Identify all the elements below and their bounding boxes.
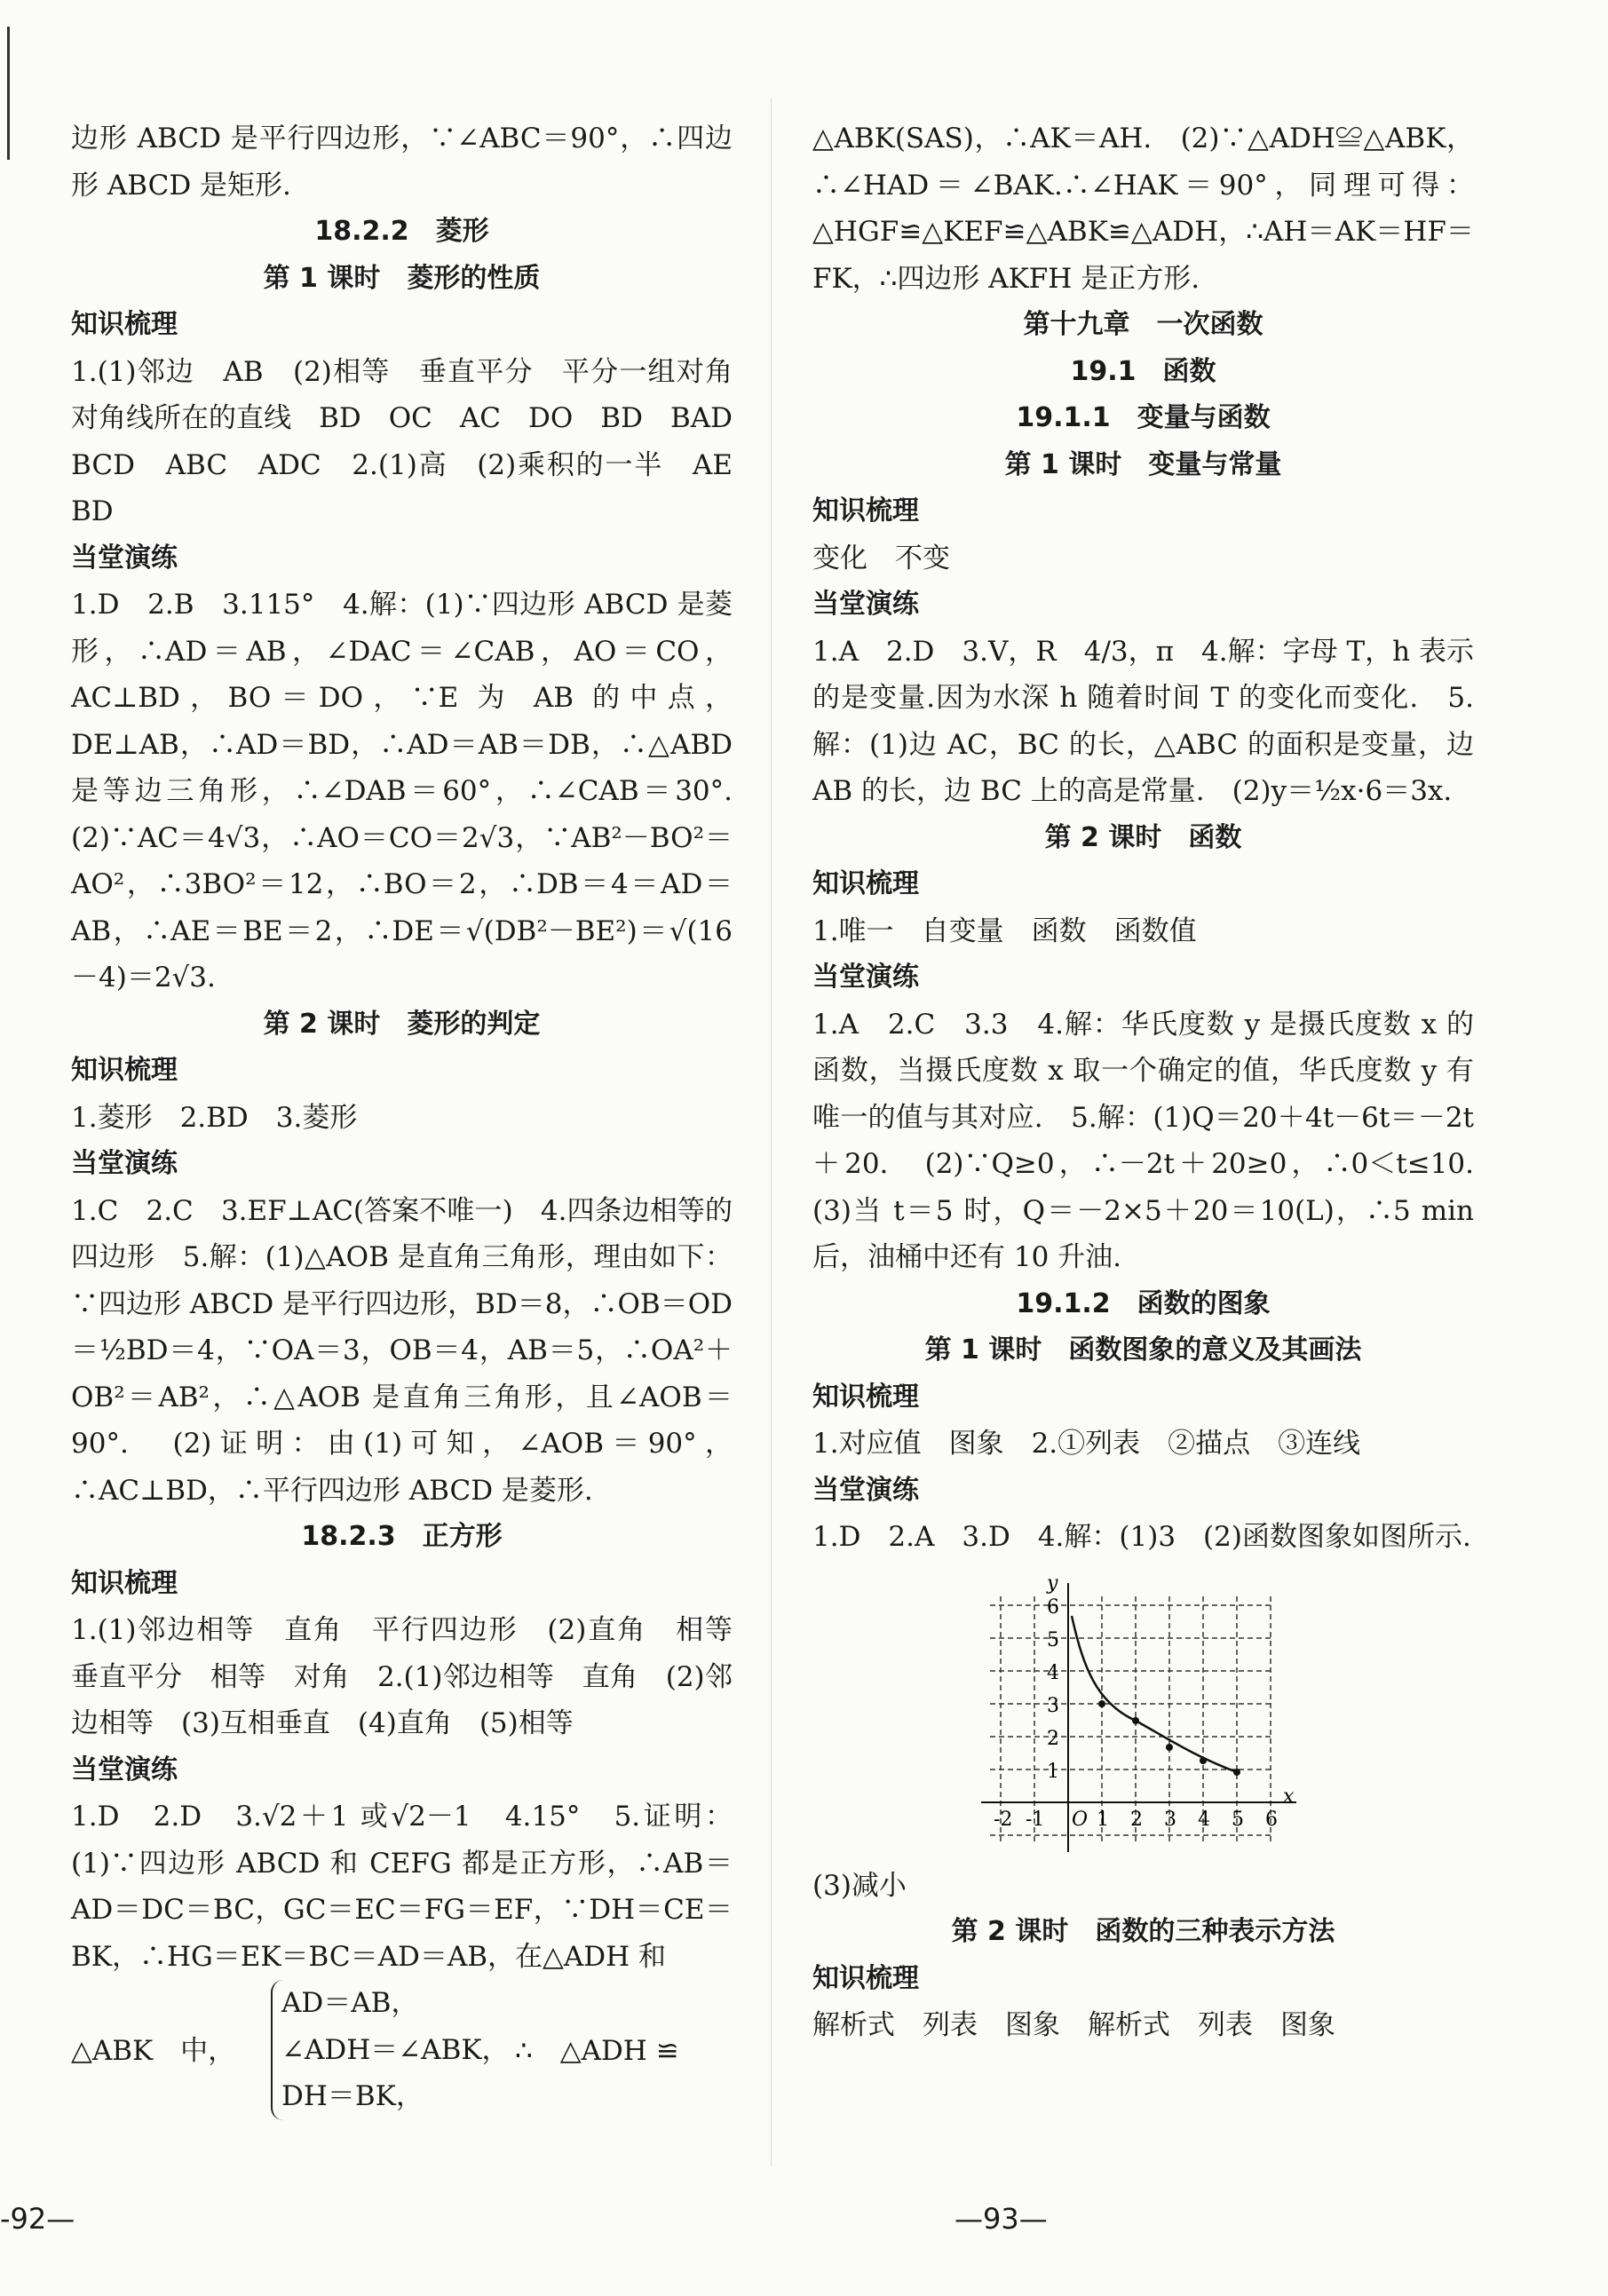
brace-lead-text: △ABK 中， bbox=[71, 2035, 236, 2067]
label-practice-r1: 当堂演练 bbox=[812, 589, 919, 620]
brace-condition-1: AD＝AB， bbox=[281, 1987, 419, 2019]
y-tick-labels bbox=[1047, 1596, 1059, 1783]
svg-text:4: 4 bbox=[1198, 1808, 1210, 1831]
knowledge-answers-r1: 变化 不变 bbox=[812, 542, 950, 574]
practice-answers-r2: 1.A 2.C 3.3 4.解：华氏度数 y 是摄氏度数 x 的函数，当摄氏度数 x 取一个确定的值，华氏度数 y 有唯一的值与其对应. 5.解：(1)Q＝20＋4t－6t＝－2t＋20. (2)∵Q≥0，∴－2t＋20≥0，∴0＜t≤10. (3)当 t＝5 时，Q＝－2×5＋20＝10(L)，∴5 min后，油桶中还有 10 升油. bbox=[812, 1008, 1501, 1273]
label-knowledge-r4: 知识梳理 bbox=[812, 1962, 919, 1994]
practice-answers-3: 1.D 2.D 3.√2＋1 或√2－1 4.15° 5.证明：(1)∵四边形 ABCD 和 CEFG 都是正方形，∴AB＝AD＝DC＝BC，GC＝EC＝FG＝EF，∵DH＝CE＝BK，∴HG＝EK＝BC＝AD＝AB，在△ADH 和 bbox=[71, 1801, 733, 1973]
brace-condition-2: ∠ADH＝∠ABK， bbox=[281, 2033, 510, 2066]
practice-answers-r3: 1.D 2.A 3.D 4.解：(1)3 (2)函数图象如图所示. bbox=[812, 1521, 1471, 1553]
knowledge-answers-2: 1.菱形 2.BD 3.菱形 bbox=[71, 1101, 358, 1134]
right-page-number: —93— bbox=[955, 2202, 1048, 2236]
knowledge-answers-r2: 1.唯一 自变量 函数 函数值 bbox=[812, 914, 1197, 947]
section-heading-19-1-1: 19.1.1 变量与函数 bbox=[1016, 402, 1271, 433]
svg-text:5: 5 bbox=[1232, 1808, 1244, 1831]
lesson-heading-1: 第 1 课时 菱形的性质 bbox=[263, 262, 541, 294]
right-column bbox=[812, 115, 1501, 2049]
y-axis-label: y bbox=[1047, 1572, 1058, 1595]
svg-text:6: 6 bbox=[1047, 1595, 1059, 1619]
knowledge-answers-3: 1.(1)邻边相等 直角 平行四边形 (2)直角 相等 垂直平分 相等 对角 2.(1)邻边相等 直角 (2)邻边相等 (3)互相垂直 (4)直角 (5)相等 bbox=[71, 1614, 760, 1739]
practice-answers-r3b: (3)减小 bbox=[812, 1869, 907, 1902]
label-knowledge-r1: 知识梳理 bbox=[812, 495, 919, 526]
practice-answers-r1: 1.A 2.D 3.V，R 4/3，π 4.解：字母 T，h 表示的是变量.因为水深 h 随着时间 T 的变化而变化. 5.解：(1)边 AC，BC 的长，△ABC 的面积是变量，边 AB 的长，边 BC 上的高是常量. (2)y＝½x·6＝3x. bbox=[812, 635, 1474, 807]
function-curve bbox=[1072, 1616, 1237, 1772]
label-practice-r3: 当堂演练 bbox=[812, 1474, 919, 1506]
section-heading-18-2-2: 18.2.2 菱形 bbox=[314, 216, 489, 247]
function-graph bbox=[972, 1570, 1310, 1863]
svg-text:6: 6 bbox=[1265, 1808, 1278, 1831]
label-knowledge-1: 知识梳理 bbox=[71, 309, 178, 340]
svg-text:5: 5 bbox=[1047, 1628, 1059, 1651]
svg-text:-1: -1 bbox=[1026, 1808, 1045, 1831]
label-knowledge-r2: 知识梳理 bbox=[812, 868, 919, 899]
label-knowledge-r3: 知识梳理 bbox=[812, 1381, 919, 1413]
svg-text:3: 3 bbox=[1164, 1808, 1176, 1831]
proof-brace-system bbox=[71, 1980, 733, 2122]
lesson-heading-r4: 第 2 课时 函数的三种表示方法 bbox=[951, 1916, 1335, 1947]
section-heading-19-1: 19.1 函数 bbox=[1070, 355, 1216, 387]
left-column bbox=[71, 115, 760, 2122]
origin-label: O bbox=[1072, 1808, 1089, 1831]
x-axis-label: x bbox=[1283, 1785, 1295, 1808]
svg-text:4: 4 bbox=[1047, 1661, 1059, 1684]
chapter-heading-19: 第十九章 一次函数 bbox=[1023, 309, 1263, 340]
label-knowledge-3: 知识梳理 bbox=[71, 1567, 178, 1599]
right-paragraph-1: △ABK(SAS)，∴AK＝AH. (2)∵△ADH≌△ABK，∴∠HAD＝∠BAK.∴∠HAK＝90°，同理可得：△HGF≌△KEF≌△ABK≌△ADH，∴AH＝AK＝HF＝FK，∴四边形 AKFH 是正方形. bbox=[812, 123, 1474, 295]
svg-text:1: 1 bbox=[1047, 1760, 1059, 1783]
lesson-heading-r1: 第 1 课时 变量与常量 bbox=[1004, 448, 1282, 480]
left-paragraph-1: 边形 ABCD 是平行四边形，∵∠ABC＝90°，∴四边形 ABCD 是矩形. bbox=[71, 123, 733, 202]
svg-text:3: 3 bbox=[1047, 1694, 1059, 1717]
section-heading-19-1-2: 19.1.2 函数的图象 bbox=[1016, 1287, 1271, 1319]
practice-answers-1: 1.D 2.B 3.115° 4.解：(1)∵四边形 ABCD 是菱形，∴AD＝AB，∠DAC＝∠CAB，AO＝CO，AC⊥BD，BO＝DO，∵E 为 AB 的中点，DE⊥AB，∴AD＝BD，∴AD＝AB＝DB，∴△ABD 是等边三角形，∴∠DAB＝60°，∴∠CAB＝30°. (2)∵AC＝4√3，∴AO＝CO＝2√3，∵AB²－BO²＝AO²，∴3BO²＝12，∴BO＝2，∴DB＝4＝AD＝AB，∴AE＝BE＝2，∴DE＝√(DB²－BE²)＝√(16－4)＝2√3. bbox=[71, 589, 760, 994]
page-edge-mark bbox=[7, 27, 10, 160]
lesson-heading-r2: 第 2 课时 函数 bbox=[1044, 821, 1242, 853]
left-page-number: -92— bbox=[0, 2202, 75, 2236]
column-divider bbox=[771, 98, 772, 2166]
brace-condition-3: DH＝BK， bbox=[281, 2080, 424, 2112]
knowledge-answers-r4: 解析式 列表 图象 解析式 列表 图象 bbox=[812, 2009, 1335, 2041]
label-knowledge-2: 知识梳理 bbox=[71, 1055, 178, 1086]
knowledge-answers-1: 1.(1)邻边 AB (2)相等 垂直平分 平分一组对角 对角线所在的直线 BD OC AC DO BD BAD BCD ABC ADC 2.(1)高 (2)乘积的一半 AE BD bbox=[71, 355, 760, 527]
svg-text:-2: -2 bbox=[994, 1808, 1013, 1831]
label-practice-1: 当堂演练 bbox=[71, 542, 178, 574]
lesson-heading-r3: 第 1 课时 函数图象的意义及其画法 bbox=[924, 1334, 1362, 1366]
section-heading-18-2-3: 18.2.3 正方形 bbox=[301, 1521, 503, 1552]
brace-tail-text: ∴ △ADH ≌ bbox=[515, 2035, 679, 2067]
x-tick-labels bbox=[994, 1809, 1278, 1831]
label-practice-r2: 当堂演练 bbox=[812, 962, 919, 993]
lesson-heading-2: 第 2 课时 菱形的判定 bbox=[263, 1008, 541, 1040]
brace-conditions bbox=[271, 1980, 510, 2120]
svg-text:2: 2 bbox=[1130, 1808, 1143, 1831]
practice-answers-2: 1.C 2.C 3.EF⊥AC(答案不唯一) 4.四条边相等的四边形 5.解：(1)△AOB 是直角三角形，理由如下：∵四边形 ABCD 是平行四边形，BD＝8，∴OB＝OD＝½BD＝4，∵OA＝3，OB＝4，AB＝5，∴OA²＋OB²＝AB²，∴△AOB 是直角三角形，且∠AOB＝90°. (2)证明：由(1)可知，∠AOB＝90°，∴AC⊥BD，∴平行四边形 ABCD 是菱形. bbox=[71, 1194, 733, 1507]
label-practice-3: 当堂演练 bbox=[71, 1754, 178, 1785]
svg-text:2: 2 bbox=[1047, 1727, 1059, 1750]
svg-text:1: 1 bbox=[1097, 1808, 1109, 1831]
knowledge-answers-r3: 1.对应值 图象 2.①列表 ②描点 ③连线 bbox=[812, 1428, 1361, 1460]
label-practice-2: 当堂演练 bbox=[71, 1148, 178, 1179]
